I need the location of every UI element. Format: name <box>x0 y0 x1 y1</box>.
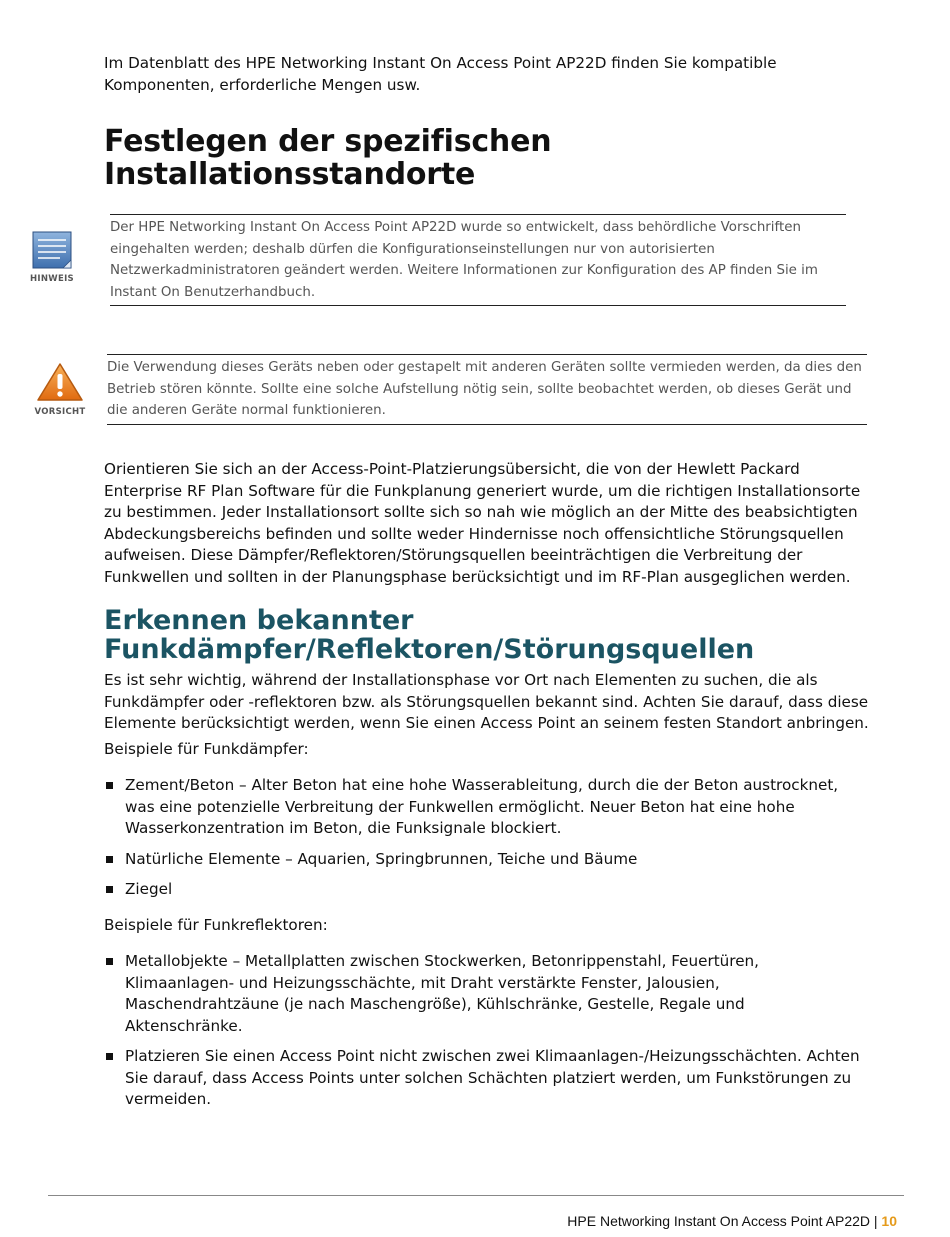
note-text: Der HPE Networking Instant On Access Point AP22D wurde so entwickelt, dass behördliche Vorschriften eingehalten werden; deshalb dürfen die Konfigurationseinstellungen nur von autorisierten Netzwerkadministratoren geändert werden. Weitere Informationen zur Konfiguration des AP finden Sie im Instant On Benutzerhandbuch. <box>110 220 818 300</box>
footer-divider <box>48 1195 904 1196</box>
page-number: 10 <box>881 1213 897 1229</box>
list-item <box>104 775 864 840</box>
caution-icon-label: VORSICHT <box>34 407 86 417</box>
list-item <box>104 1046 864 1111</box>
bullet-icon <box>106 958 113 965</box>
bullet-icon <box>106 782 113 789</box>
reflectors-list <box>104 951 864 1120</box>
note-icon <box>30 231 74 269</box>
footer-title: HPE Networking Instant On Access Point AP22D <box>567 1213 870 1229</box>
list-item <box>104 879 864 901</box>
list-item-text: Natürliche Elemente – Aquarien, Springbrunnen, Teiche und Bäume <box>125 849 638 868</box>
note-icon-label: HINWEIS <box>30 274 74 284</box>
placement-paragraph: Orientieren Sie sich an der Access-Point-Platzierungsübersicht, die von der Hewlett Packard Enterprise RF Plan Software für die Funkplanung generiert wurde, um die richtigen Installationsorte zu bestimmen. Jeder Installationsort sollte sich so nah wie möglich an der Mitte des beabsichtigten Abdeckungsbereichs befinden und sollte weder Hindernisse noch offensichtliche Störungsquellen aufweisen. Diese Dämpfer/Reflektoren/Störungsquellen beeinträchtigen die Verbreitung der Funkwellen und sollten in der Planungsphase berücksichtigt und im RF-Plan ausgeglichen werden. <box>104 460 861 586</box>
list-item <box>104 951 864 1037</box>
intro-paragraph: Im Datenblatt des HPE Networking Instant On Access Point AP22D finden Sie kompatible Komponenten, erforderliche Mengen usw. <box>104 54 777 94</box>
list-item-text: Zement/Beton – Alter Beton hat eine hohe Wasserableitung, durch die der Beton austrocknet, was eine potenzielle Verbreitung der Funkwellen ermöglicht. Neuer Beton hat eine hohe Wasserkonzentration im Beton, die Funksignale blockiert. <box>125 776 839 837</box>
warning-icon <box>35 362 85 402</box>
caution-text: Die Verwendung dieses Geräts neben oder gestapelt mit anderen Geräten sollte vermieden werden, da dies den Betrieb stören könnte. Sollte eine solche Aufstellung nötig sein, sollte beobachtet werden, ob dieses Gerät und die anderen Geräte normal funktionieren. <box>107 360 862 418</box>
page-footer <box>567 1213 897 1229</box>
list-item <box>104 849 864 871</box>
list-item-text: Ziegel <box>125 880 173 898</box>
list-item-text: Metallobjekte – Metallplatten zwischen Stockwerken, Betonrippenstahl, Feuertüren, Klimaanlagen- und Heizungsschächte, mit Draht verstärkte Fenster, Jalousien, Maschendrahtzäune (je nach Maschengröße), Kühlschränke, Gestelle, Regale und Aktenschränke. <box>125 952 760 1035</box>
dampers-label: Beispiele für Funkdämpfer: <box>104 740 309 758</box>
bullet-icon <box>106 1053 113 1060</box>
note-box <box>110 214 846 306</box>
list-item-text: Platzieren Sie einen Access Point nicht zwischen zwei Klimaanlagen-/Heizungsschächten. Achten Sie darauf, dass Access Points unter solchen Schächten platziert werden, um Funkstörungen zu vermeiden. <box>125 1047 860 1108</box>
bullet-icon <box>106 856 113 863</box>
caution-box <box>107 354 867 425</box>
inspection-paragraph: Es ist sehr wichtig, während der Installationsphase vor Ort nach Elementen zu suchen, die als Funkdämpfer oder -reflektoren bzw. als Störungsquellen bekannt sind. Achten Sie darauf, dass diese Elemente berücksichtigt werden, wenn Sie einen Access Point an seinem festen Standort anbringen. <box>104 671 869 732</box>
dampers-list <box>104 775 864 910</box>
subsection-heading: Erkennen bekannter Funkdämpfer/Reflektoren/Störungsquellen <box>104 605 755 665</box>
note-icon-block <box>22 231 82 284</box>
footer-separator: | <box>873 1213 878 1229</box>
bullet-icon <box>106 886 113 893</box>
caution-icon-block <box>30 362 90 417</box>
reflectors-label: Beispiele für Funkreflektoren: <box>104 916 328 934</box>
section-heading: Festlegen der spezifischen Installationsstandorte <box>104 124 552 192</box>
